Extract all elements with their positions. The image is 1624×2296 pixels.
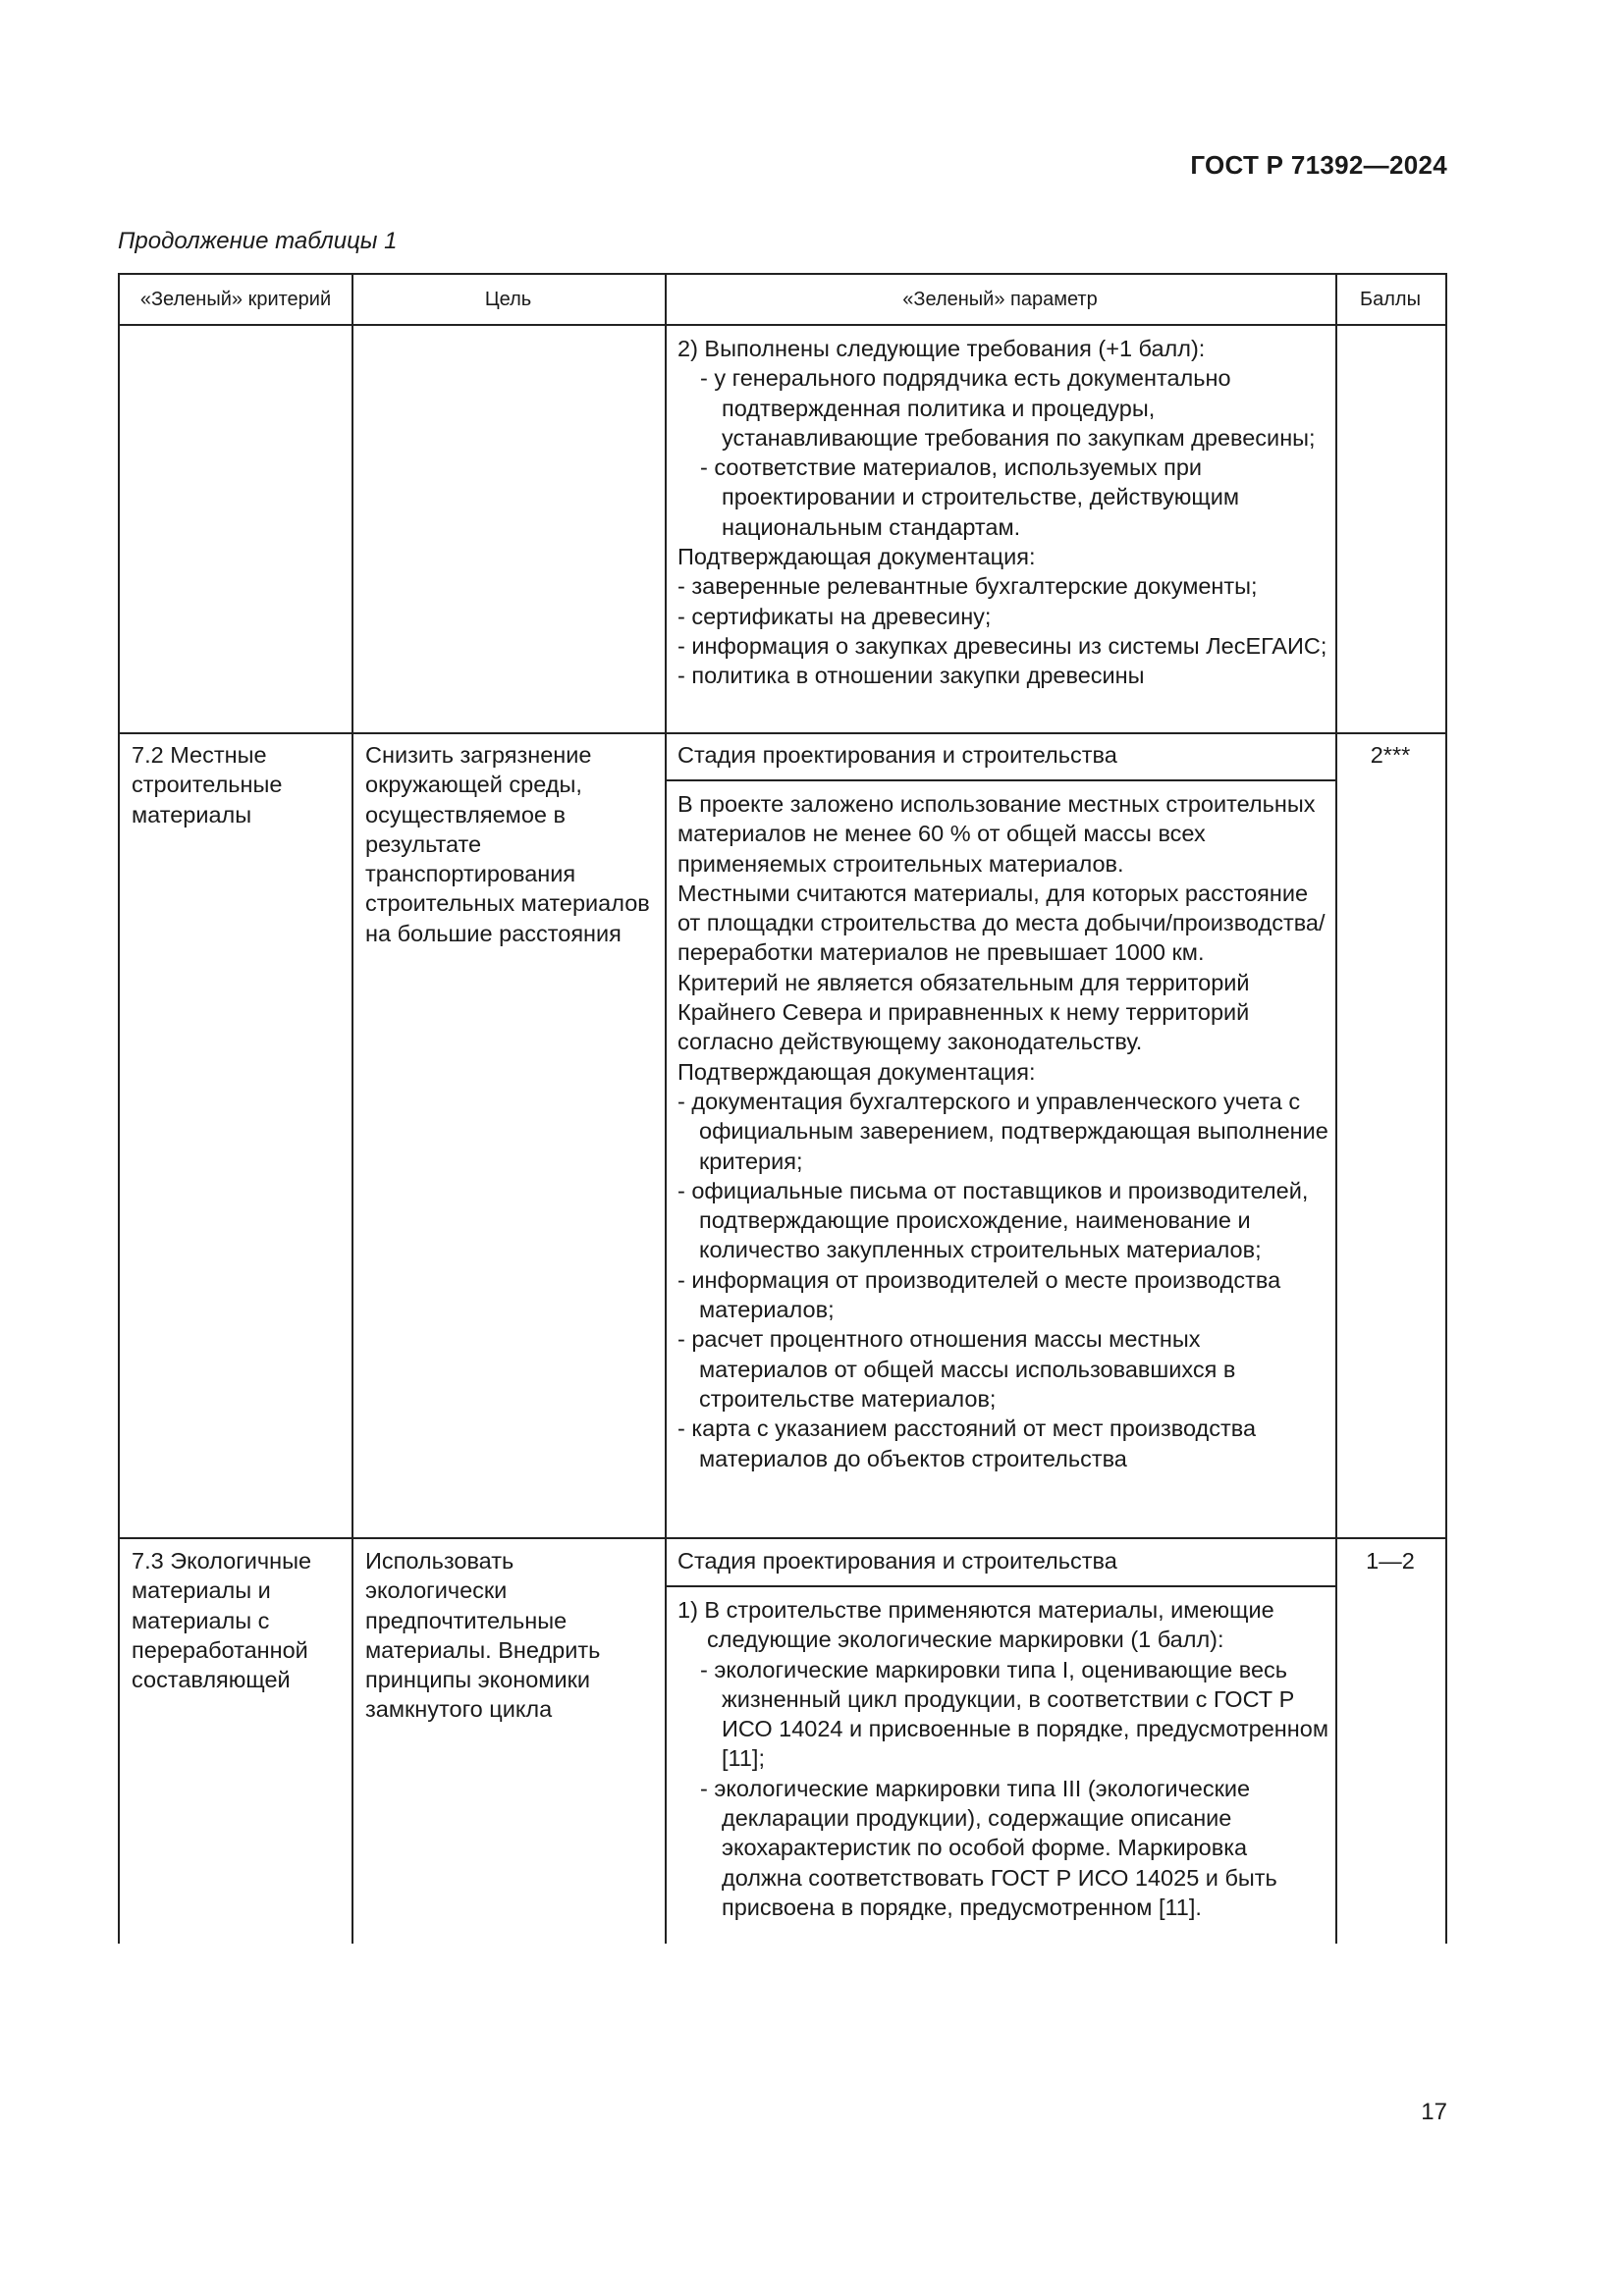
- parameter-line: Местными считаются материалы, для которых расстояние от площадки строительства до места добычи/производства/переработки материалов не превышает 1000 км.: [677, 880, 1326, 966]
- parameter-cell: [677, 1595, 1330, 1922]
- page-number: 17: [1421, 2099, 1447, 2125]
- criteria-table: [118, 273, 1447, 1944]
- parameter-cell: [677, 334, 1330, 691]
- parameter-list-item: - у генерального подрядчика есть документально подтвержденная политика и процедуры, устанавливающие требования по закупкам древесины;: [700, 365, 1316, 451]
- parameter-list-item: - политика в отношении закупки древесины: [677, 663, 1145, 689]
- parameter-line: 2) Выполнены следующие требования (+1 балл):: [677, 336, 1206, 361]
- parameter-list-item: - сертификаты на древесину;: [677, 603, 992, 629]
- parameter-list-item: - информация о закупках древесины из системы ЛесЕГАИС;: [677, 632, 1327, 659]
- parameter-line: 1) В строительстве применяются материалы, имеющие следующие экологические маркировки (1 балл):: [677, 1597, 1274, 1653]
- parameter-list-item: - заверенные релевантные бухгалтерские документы;: [677, 573, 1258, 600]
- stage-cell: Стадия проектирования и строительства: [677, 742, 1117, 768]
- row-divider: [120, 1537, 1445, 1539]
- stage-divider: [665, 779, 1335, 781]
- row-divider: [120, 732, 1445, 734]
- parameter-list-item: - экологические маркировки типа I, оценивающие весь жизненный цикл продукции, в соответствии с ГОСТ Р ИСО 14024 и присвоенные в порядке, предусмотренном [11];: [700, 1656, 1328, 1772]
- column-divider: [1335, 275, 1337, 1944]
- goal-cell: Использовать экологически предпочтительные материалы. Внедрить принципы экономики замкнутого цикла: [365, 1548, 601, 1723]
- stage-cell: Стадия проектирования и строительства: [677, 1548, 1117, 1574]
- parameter-list-item: - документация бухгалтерского и управленческого учета с официальным заверением, подтверждающая выполнение критерия;: [677, 1088, 1328, 1174]
- criterion-cell: 7.2 Местные строительные материалы: [132, 742, 283, 828]
- parameter-line: Критерий не является обязательным для территорий Крайнего Севера и приравненных к нему территорий согласно действующему законодательству.: [677, 969, 1250, 1055]
- points-cell: 2***: [1370, 742, 1411, 768]
- parameter-line: Подтверждающая документация:: [677, 1058, 1036, 1085]
- parameter-list-item: - информация от производителей о месте производства материалов;: [677, 1266, 1281, 1323]
- parameter-list-item: - официальные письма от поставщиков и производителей, подтверждающие происхождение, наименование и количество закупленных строительных материалов;: [677, 1177, 1309, 1263]
- parameter-list-item: - расчет процентного отношения массы местных материалов от общей массы использовавшихся в строительстве материалов;: [677, 1326, 1236, 1412]
- points-cell: 1—2: [1366, 1548, 1415, 1574]
- stage-divider: [665, 1585, 1335, 1587]
- header-row-divider: [120, 324, 1445, 326]
- column-header-goal: Цель: [484, 288, 532, 310]
- column-divider: [665, 275, 667, 1944]
- column-header-parameter: «Зеленый» параметр: [902, 288, 1098, 310]
- table-caption: Продолжение таблицы 1: [118, 228, 398, 254]
- column-divider: [352, 275, 353, 1944]
- criterion-cell: 7.3 Экологичные материалы и материалы с переработанной составляющей: [132, 1548, 312, 1693]
- column-header-criterion: «Зеленый» критерий: [139, 288, 332, 310]
- parameter-list-item: - карта с указанием расстояний от мест производства материалов до объектов строительства: [677, 1415, 1257, 1471]
- parameter-line: Подтверждающая документация:: [677, 544, 1036, 570]
- parameter-line: В проекте заложено использование местных строительных материалов не менее 60 % от общей массы всех применяемых строительных материалов.: [677, 791, 1316, 877]
- column-header-points: Баллы: [1360, 288, 1421, 310]
- goal-cell: Снизить загрязнение окружающей среды, осуществляемое в результате транспортирования строительных материалов на большие расстояния: [365, 742, 650, 946]
- parameter-list-item: - экологические маркировки типа III (экологические декларации продукции), содержащие описание экохарактеристик по особой форме. Маркировка должна соответствовать ГОСТ Р ИСО 14025 и быть присвоена в порядке, предусмотренном [11].: [700, 1775, 1277, 1920]
- parameter-list-item: - соответствие материалов, используемых при проектировании и строительстве, действующим национальным стандартам.: [700, 454, 1239, 540]
- document-code: ГОСТ Р 71392—2024: [1190, 150, 1447, 180]
- parameter-cell: [677, 789, 1330, 1473]
